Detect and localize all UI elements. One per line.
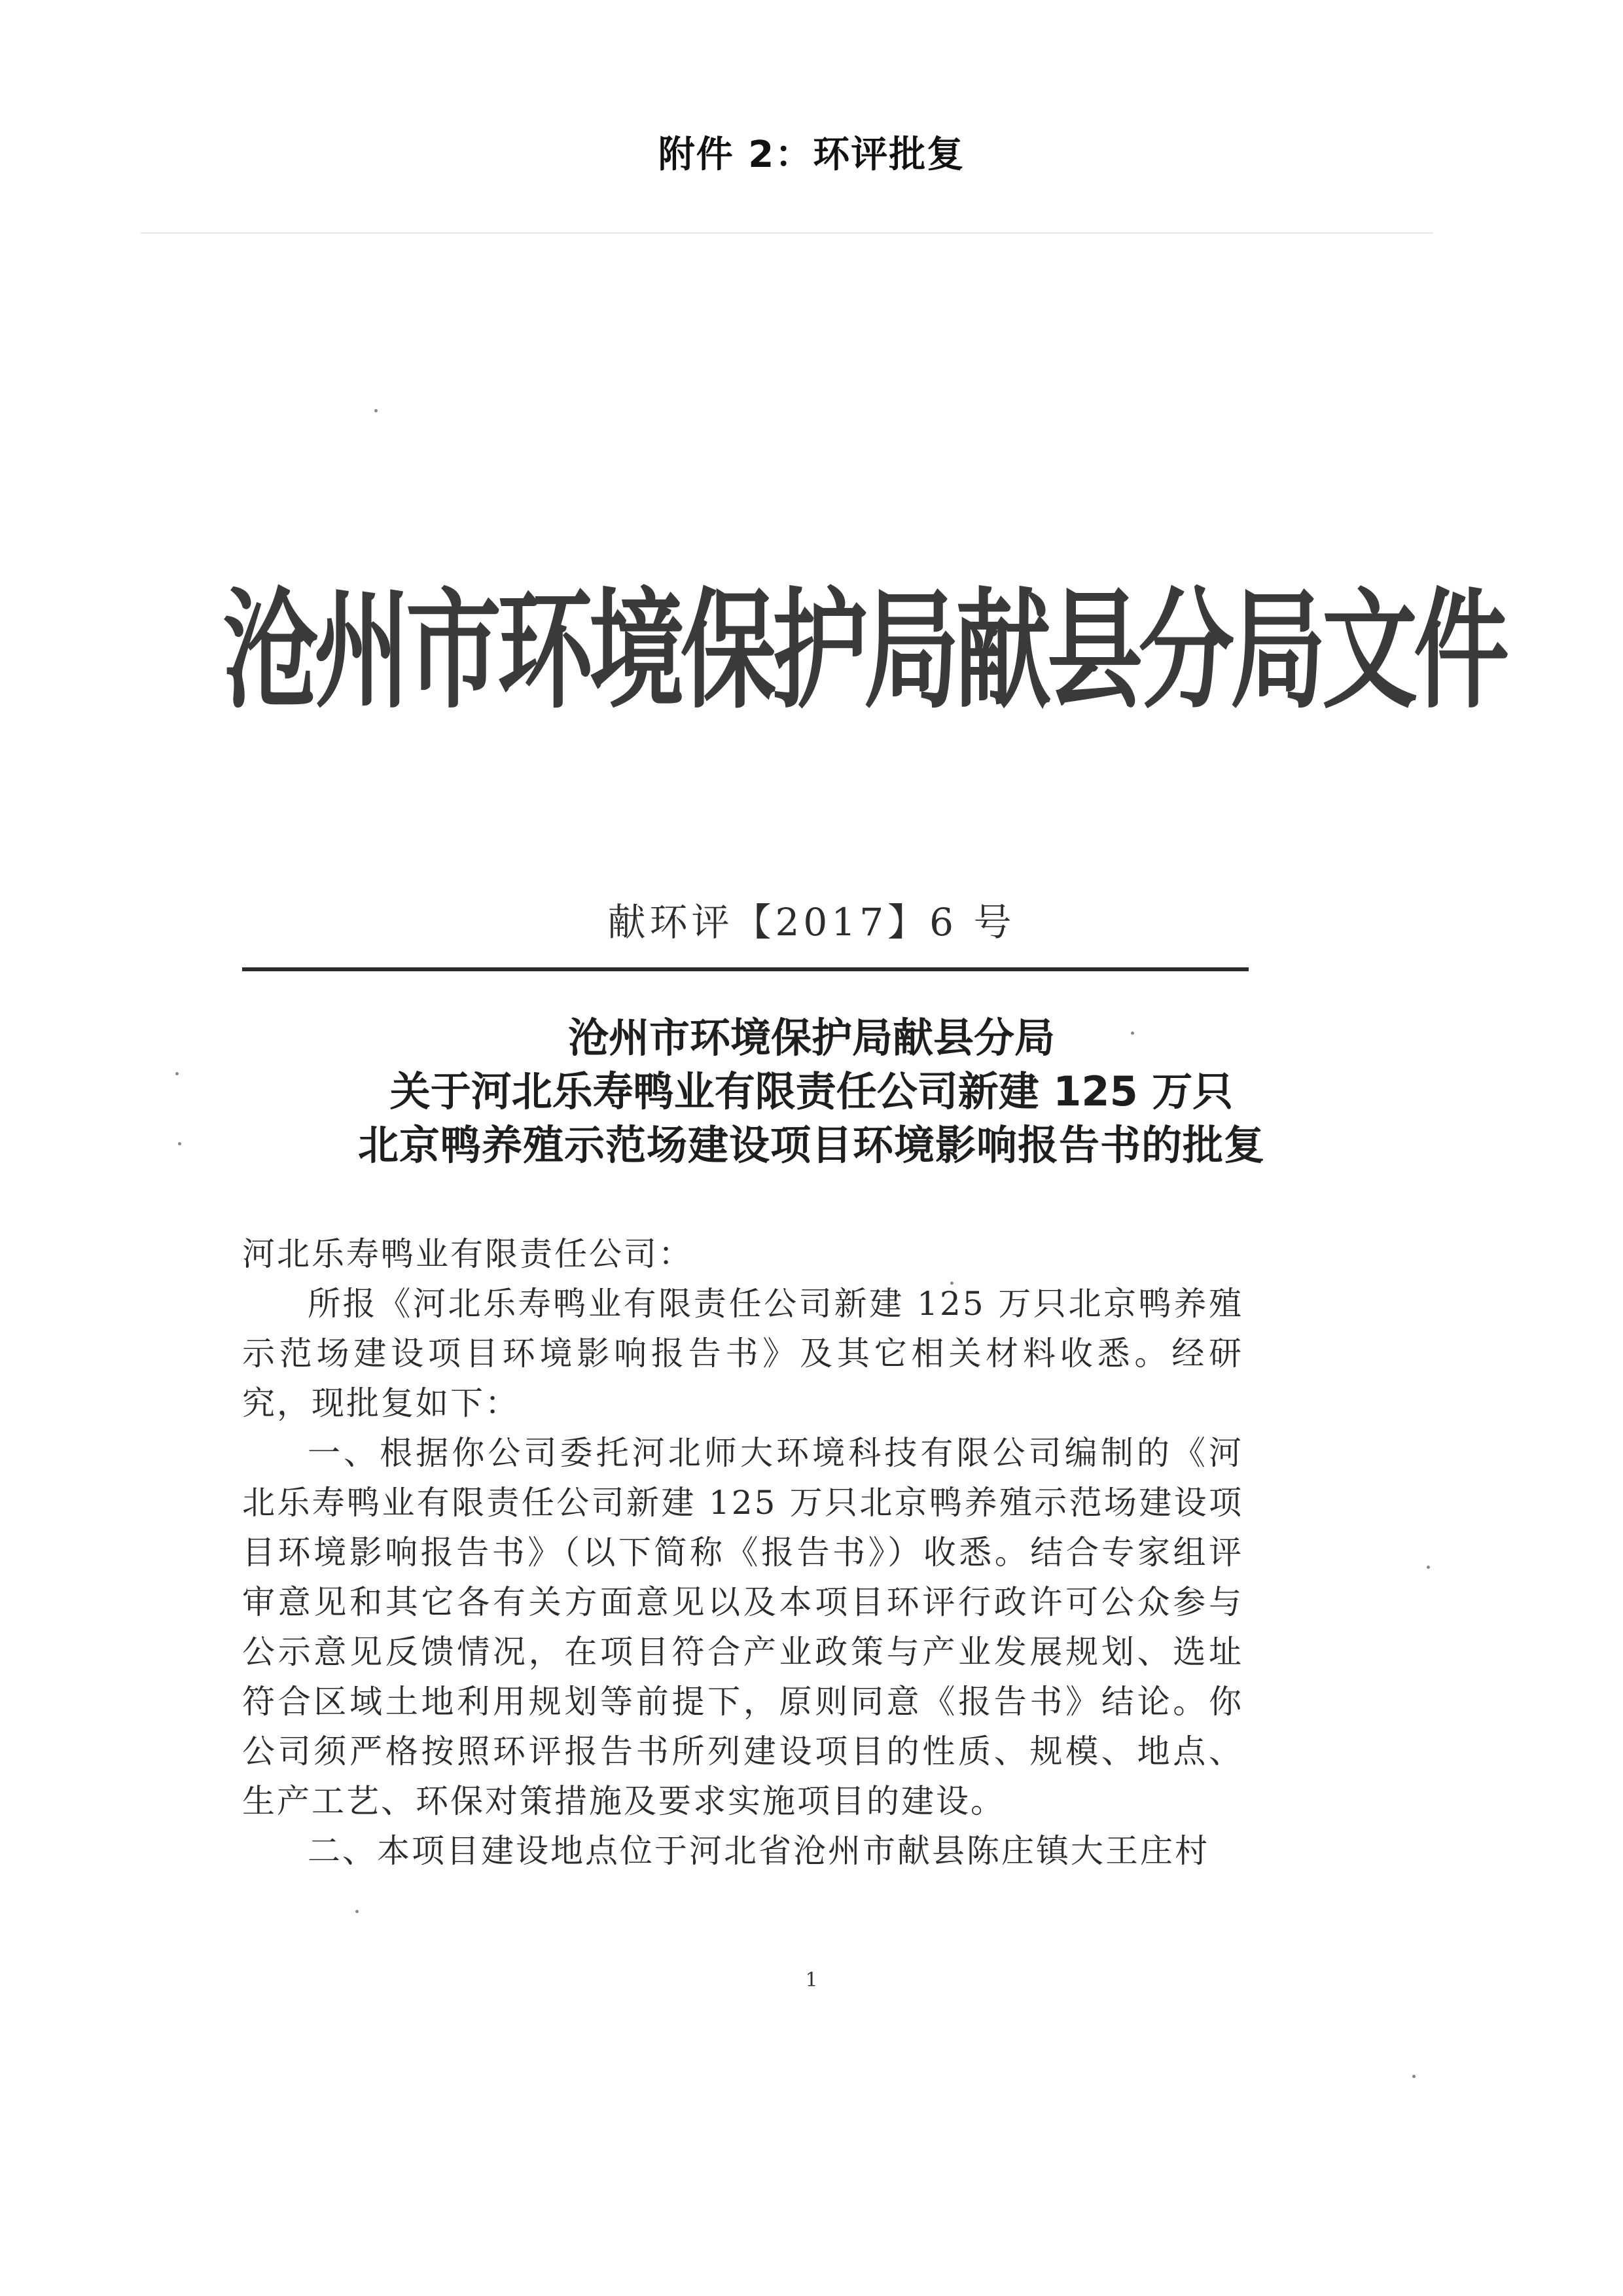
scan-speck	[1412, 2075, 1416, 2078]
paragraph-two: 二、本项目建设地点位于河北省沧州市献县陈庄镇大王庄村	[308, 1832, 1209, 1870]
heading-line-2: 关于河北乐寿鸭业有限责任公司新建 125 万只	[389, 1067, 1234, 1115]
scan-edge-line	[141, 232, 1433, 234]
salutation: 河北乐寿鸭业有限责任公司：	[242, 1235, 693, 1273]
scan-speck	[355, 1910, 359, 1913]
heading-line-3: 北京鸭养殖示范场建设项目环境影响报告书的批复	[357, 1121, 1265, 1169]
heading-line-1: 沧州市环境保护局献县分局	[567, 1014, 1055, 1062]
scan-speck	[374, 409, 378, 412]
scan-speck	[1427, 1566, 1430, 1569]
letterhead-title: 沧州市环境保护局献县分局文件	[223, 576, 1505, 726]
paragraph-one: 一、根据你公司委托河北师大环境科技有限公司编制的《河北乐寿鸭业有限责任公司新建 125 万只北京鸭养殖示范场建设项目环境影响报告书》（以下简称《报告书》）收悉。结合专家组评审意见和其它各有关方面意见以及本项目环评行政许可公众参与公示意见反馈情况，在项目符合产业政策与产业发展规划、选址符合区域土地利用规划等前提下，原则同意《报告书》结论。你公司须严格按照环评报告书所列建设项目的性质、规模、地点、生产工艺、环保对策措施及要求实施项目的建设。	[242, 1434, 1243, 1820]
attachment-title: 附件 2：环评批复	[658, 134, 965, 176]
scan-speck	[1131, 1031, 1134, 1035]
scan-speck	[178, 1142, 181, 1145]
document-heading	[157, 1011, 1466, 1172]
document-number: 献环评【2017】6 号	[607, 900, 1016, 944]
document-body	[242, 1229, 1243, 1876]
header-rule	[242, 967, 1249, 971]
scan-speck	[175, 1072, 179, 1075]
page-number: 1	[805, 1969, 818, 1992]
scan-speck	[950, 1282, 954, 1285]
paragraph-intro: 所报《河北乐寿鸭业有限责任公司新建 125 万只北京鸭养殖示范场建设项目环境影响报告书》及其它相关材料收悉。经研究，现批复如下：	[242, 1285, 1243, 1422]
